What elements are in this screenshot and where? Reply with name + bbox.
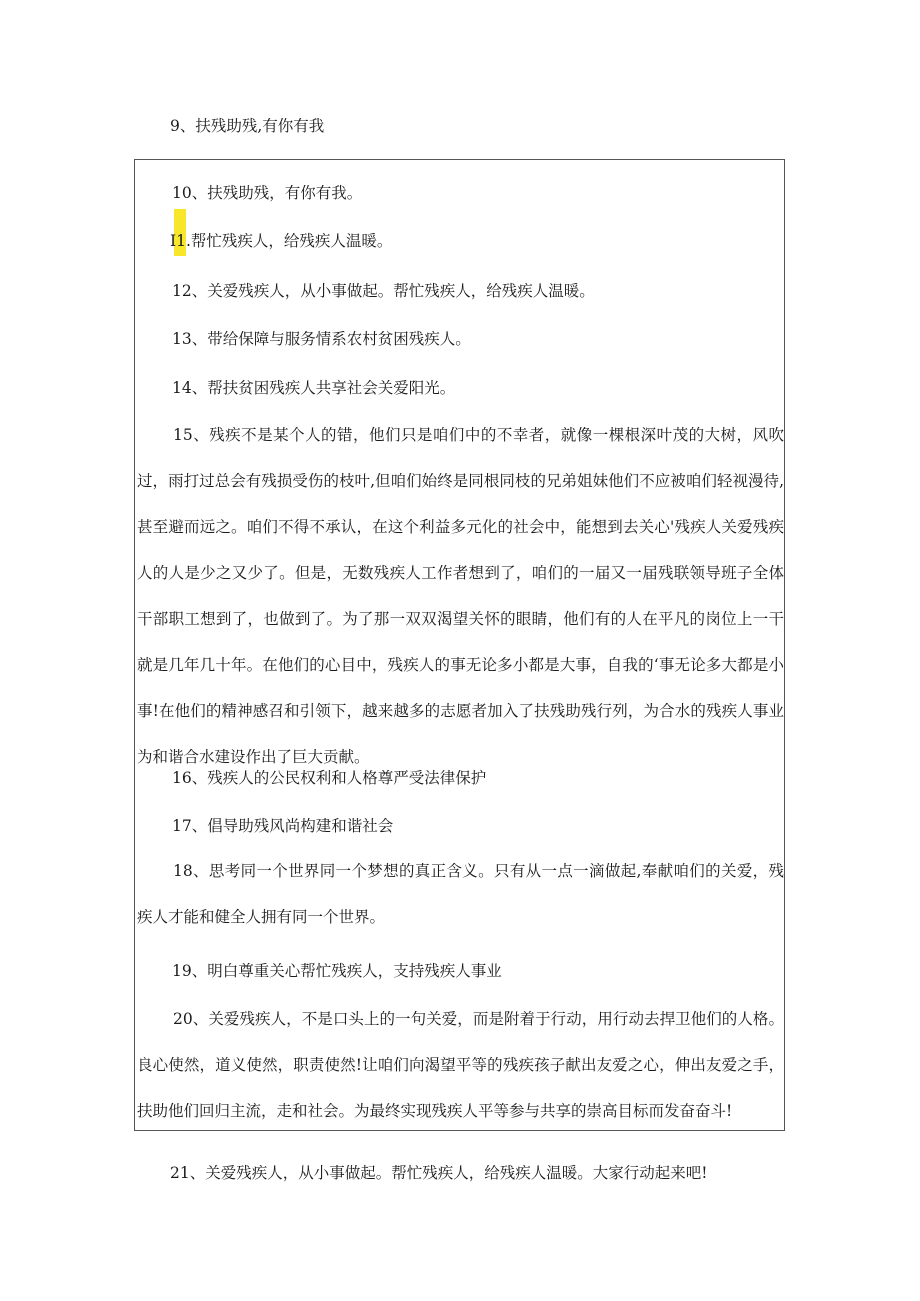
item-12: 12、关爱残疾人，从小事做起。帮忙残疾人，给残疾人温暖。: [172, 282, 595, 300]
item-19: 19、明白尊重关心帮忙残疾人，支持残疾人事业: [172, 962, 502, 980]
item-16: 16、残疾人的公民权利和人格尊严受法律保护: [172, 769, 487, 787]
item-20-paragraph: 20、关爱残疾人，不是口头上的一句关爱，而是附着于行动，用行动去捍卫他们的人格。良心使然，道义使然，职责使然!让咱们向渴望平等的残疾孩子献出友爱之心，伸出友爱之手，扶助他们回归主流，走和社会。为最终实现残疾人平等参与共享的崇高目标而发奋奋斗!: [137, 1010, 784, 1120]
item-21: 21、关爱残疾人，从小事做起。帮忙残疾人，给残疾人温暖。大家行动起来吧!: [170, 1164, 708, 1182]
item-10: 10、扶残助残，有你有我。: [172, 184, 363, 202]
item-17: 17、倡导助残风尚构建和谐社会: [172, 817, 394, 835]
item-14: 14、帮扶贫困残疾人共享社会关爱阳光。: [172, 379, 456, 397]
item-11: [170, 231, 392, 251]
item-9: 9、扶残助残,有你有我: [170, 117, 325, 135]
item-18-paragraph: 18、思考同一个世界同一个梦想的真正含义。只有从一点一滴做起,奉献咱们的关爱，残疾人才能和健全人拥有同一个世界。: [137, 862, 784, 926]
item-15-paragraph: 15、残疾不是某个人的错，他们只是咱们中的不幸者，就像一棵根深叶茂的大树，风吹过，雨打过总会有残损受伤的枝叶,但咱们始终是同根同枝的兄弟姐妹他们不应被咱们轻视漫待,甚至避而远之。咱们不得不承认，在这个利益多元化的社会中，能想到去关心'残疾人关爱残疾人的人是少之又少了。但是，无数残疾人工作者想到了，咱们的一届又一届残联领导班子全体干部职工想到了，也做到了。为了那一双双渴望关怀的眼睛，他们有的人在平凡的岗位上一干就是几年几十年。在他们的心目中，残疾人的事无论多小都是大事，自我的‘事无论多大都是小事!在他们的精神感召和引领下，越来越多的志愿者加入了扶残助残行列，为合水的残疾人事业为和谐合水建设作出了巨大贡献。: [137, 426, 784, 766]
item-11-text: 帮忙残疾人，给残疾人温暖。: [190, 232, 393, 250]
item-11-number: I1.: [170, 232, 191, 250]
item-13: 13、带给保障与服务情系农村贫困残疾人。: [172, 330, 471, 348]
